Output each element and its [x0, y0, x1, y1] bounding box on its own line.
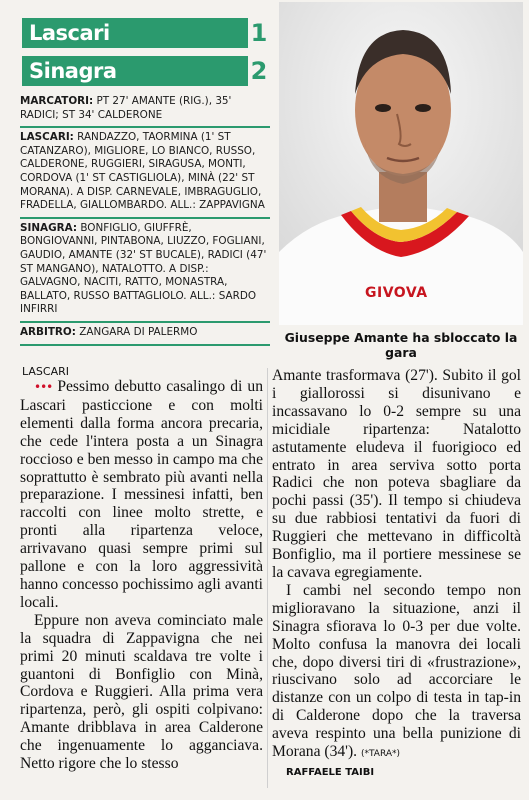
marcatori-label: MARCATORI: — [20, 95, 94, 107]
marcatori-text: PT 27' AMANTE (RIG.), 35' RADICI; ST 34' CALDERONE — [20, 95, 232, 121]
article-author: RAFFAELE TAIBI — [286, 766, 375, 778]
player-portrait-illustration — [279, 2, 523, 325]
lascari-lineup-text: RANDAZZO, TAORMINA (1' ST CATANZARO), MIGLIORE, LO BIANCO, RUSSO, CALDERONE, RUGGIERI, SIRAGUSA, MONTI, CORDOVA (1' ST CASTIGLIOLA), MINÀ (22' ST MORANA). A DISP. CARNEVALE, IMBRAGUGLIO, FRADELLA, GIALLOMBARDO. ALL.: ZAPPAVIGNA — [20, 131, 265, 212]
article-paragraph — [20, 612, 263, 773]
sinagra-lineup-section — [20, 217, 270, 321]
lascari-label: LASCARI: — [20, 131, 74, 144]
match-infobox — [20, 92, 270, 346]
article-paragraph — [20, 378, 263, 612]
article-paragraph-3-text: Amante trasformava (27'). Subito il gol i giallorossi si disunivano e incassavano lo 0-2 sempre su una micidiale ripartenza: Natalotto astutamente eludeva il fuorigioco ed entrato in area serviva sotto porta Radici che non poteva sbagliare da pochi passi (35'). Il tempo si chiudeva su due rabbiosi tentativi da fuori di Ruggieri che mettevano in difficoltà Bonfiglio, ma il portiere messinese se la cavava egregiamente. — [272, 367, 521, 581]
article-paragraph-1-text: Pessimo debutto casalingo di un Lascari pasticcione e con molti elementi dalla forma ancora precaria, che cede l'intera posta a un Sinagra roccioso e ben messo in campo ma che soprattutto è sembrato più avanti nella preparazione. I messinesi infatti, ben raccolti con linee molto strette, e pronti alla ripartenza veloce, arrivavano quasi sempre primi sul pallone e con la loro aggressività hanno concesso pochissimo agli avanti locali. — [20, 378, 263, 611]
article-paragraph-4-text: I cambi nel secondo tempo non miglioravano la situazione, anzi il Sinagra sfiorava lo 0-3 per due volte. Molto confusa la manovra dei locali che, dopo diversi tiri di «frustrazione», riuscivano solo ad accorciare le distanze con un colpo di testa in tap-in di Calderone dopo che la traversa aveva respinto una bella punizione di Morana (34'). — [272, 581, 521, 761]
sinagra-label: SINAGRA: — [20, 221, 78, 234]
sinagra-lineup-text: BONFIGLIO, GIUFFRÈ, BONGIOVANNI, PINTABONA, LIUZZO, FOGLIANI, GAUDIO, AMANTE (32' ST BUCALE), RADICI (47' ST MANGANO), NATALOTTO. A DISP.: GALVAGNO, NACITI, RATTO, MONASTRA, BALLATO, RUSSO BATTAGLIOLO. ALL.: SARDO INFIRRI — [20, 221, 267, 316]
arbitro-label: ARBITRO: — [20, 325, 76, 338]
shirt-logo: GIVOVA — [365, 285, 428, 301]
lascari-lineup-section — [20, 126, 270, 217]
photo-caption: Giuseppe Amante ha sbloccato la gara — [284, 330, 518, 360]
score-row-away — [22, 56, 270, 86]
away-team-goals: 2 — [248, 56, 270, 86]
column-divider — [267, 368, 268, 788]
arbitro-text: ZANGARA DI PALERMO — [79, 325, 198, 338]
home-team-name: Lascari — [29, 21, 110, 45]
article-column-1 — [20, 378, 263, 773]
home-team-goals: 1 — [248, 18, 270, 48]
article-paragraph — [272, 367, 521, 582]
article-column-2 — [272, 367, 521, 782]
away-team-name: Sinagra — [29, 59, 117, 83]
article-tag: (*TARA*) — [361, 749, 401, 760]
marcatori-section — [20, 92, 270, 126]
article-kicker: LASCARI — [22, 365, 69, 378]
player-photo — [279, 2, 523, 325]
article-paragraph-2-text: Eppure non aveva cominciato male la squadra di Zappavigna che nei primi 20 minuti scaldava tre volte i guantoni di Bonfiglio con Minà, Cordova e Ruggieri. Alla prima vera ripartenza, però, gli ospiti colpivano: Amante dribblava in area Calderone che ingenuamente lo agganciava. Netto rigore che lo stesso — [20, 611, 263, 773]
article-paragraph — [272, 582, 521, 764]
bullet-icon: ••• — [34, 380, 53, 394]
score-row-home — [22, 18, 270, 48]
arbitro-section — [20, 321, 270, 346]
